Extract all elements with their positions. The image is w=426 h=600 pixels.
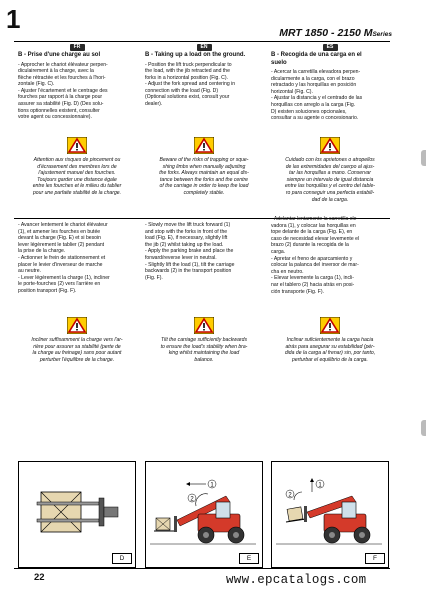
- warning-triangle-icon: [194, 137, 214, 154]
- footer-rule: [14, 568, 390, 569]
- warning-triangle-icon: [67, 317, 87, 334]
- warning-text-es-2: Inclinar suficientemente la carga hacia atrás para asegurar su estabilidad (pér- dida de la carga al frenar) sin, por tanto, perturbar el equilibrio de la carga.: [284, 337, 376, 363]
- callout-f-2: 2: [288, 492, 292, 499]
- instructions-es-1: - Acercar la carretilla elevadora perpen- dicularmente a la carga, con el brazo retractado y las horquillas en posición horizontal (Fig. C). - Ajustar la distancia y el centrado de las horquillas con arreglo a la carga (Fig. D) existen soluciones opcionales, consultar a su agente o concesionario.: [271, 69, 363, 122]
- flag-en: EN: [197, 44, 212, 51]
- instructions-en-1: - Position the lift truck perpendicular to the load, with the jib retracted and the forks in a horizontal position (Fig. C). - Adjust the fork spread and centering in connection with the load (Fig. D) (Optional solutions exist, consult your dealer).: [145, 61, 236, 108]
- fork-spread-diagram: [19, 462, 135, 567]
- figure-f: [271, 461, 389, 568]
- warning-text-fr-2: Incliner suffisamment la charge vers l'ar- rière pour assurer sa stabilité (perte de la charge au freinage) sans pour autant perturber l'équilibre de la charge.: [31, 337, 123, 363]
- warning-fr-2: [18, 317, 136, 363]
- callout-e-2: 2: [190, 496, 194, 503]
- page-number: 1: [6, 4, 21, 34]
- warning-en-1: [145, 137, 263, 197]
- figure-label-e: E: [239, 553, 259, 564]
- truck-approach-diagram: [146, 462, 262, 567]
- truck-lift-diagram: [272, 462, 388, 567]
- instructions-es-2: - Adelantar lentamente la carretilla ele- vadora (1), y colocar las horquillas en tope delante de la carga (Fig. E), en caso de necesidad elevar levemente el brazo (2) durante la recogida de la carga. - Apretar el freno de aparcamiento y colocar la palanca del inversor de mar- cha en neutro. - Elevar levemente la carga (1), incli- nar el tablero (2) hacia atrás en posi- ción transporte (Fig. F).: [271, 216, 360, 295]
- column-fr: [18, 44, 136, 121]
- callout-e-1: 1: [210, 482, 214, 489]
- warning-triangle-icon: [67, 137, 87, 154]
- warning-es-2: [271, 317, 389, 363]
- warning-fr-1: [18, 137, 136, 197]
- section-heading-es: B - Recogida de una carga en el suelo: [271, 52, 362, 66]
- section-heading-fr: B - Prise d'une charge au sol: [18, 52, 101, 58]
- column-es: [271, 44, 389, 122]
- binder-tab: [421, 420, 426, 436]
- model-main: MRT 1850 - 2150 M: [279, 27, 373, 39]
- warning-text-en-1: Beware of the risks of trapping or sque- shing limbs when manually adjusting the forks. Always maintain an equal dis- tance between the forks and the centre of the carriage in order to keep the load completely stable.: [159, 157, 249, 196]
- figure-label-d: D: [112, 553, 132, 564]
- figure-d: [18, 461, 136, 568]
- instructions-en-2: - Slowly move the lift truck forward (1) and stop with the forks in front of the load (Fig. E), if necessary, slightly lift the jib (2) whilst taking up the load. - Apply the parking brake and place the forward/reverse lever in neutral. - Slightly lift the load (1), tilt the carriage backwards (2) in the transport position (Fig. F).: [145, 222, 235, 281]
- warning-triangle-icon: [320, 317, 340, 334]
- section-heading-en: B - Taking up a load on the ground.: [145, 52, 246, 58]
- watermark: www.epcatalogs.com: [226, 573, 367, 587]
- footer-page-number: 22: [34, 572, 45, 583]
- header-rule: [14, 41, 390, 42]
- instructions-fr-2: - Avancer lentement le chariot élévateur (1), et amener les fourches en butée devant la charge (Fig. E) et si besoin lever légèrement le tablier (2) pendant la prise de la charge. - Actionner le frein de stationnement et placer le levier d'inverseur de marche au neutre. - Lever légèrement la charge (1), incliner le porte-fourches (2) vers l'arrière en position transport (Fig. F).: [18, 222, 110, 294]
- model-sub: Series: [372, 31, 392, 38]
- warning-triangle-icon: [194, 317, 214, 334]
- figure-e: [145, 461, 263, 568]
- warning-triangle-icon: [320, 137, 340, 154]
- binder-tab: [421, 150, 426, 166]
- warning-text-es-1: Cuidado con los aprietones o atropellos de las extremidades del cuerpo al ajus- tar las horquillas a mano. Conservar siempre un intervalo de igual distancia entre las horquillas y el centro del table- ro para conseguir una perfecta estabili- dad de la carga.: [284, 157, 376, 203]
- figure-label-f: F: [365, 553, 385, 564]
- flag-fr: FR: [70, 44, 85, 51]
- warning-es-1: [271, 137, 389, 203]
- callout-f-1: 1: [318, 482, 322, 489]
- warning-text-en-2: Tilt the carriage sufficiently backwards to ensure the load's stability when bra- king whilst maintaining the load balance.: [160, 337, 248, 363]
- instructions-fr-1: - Approcher le chariot élévateur perpen- diculairement à la charge, avec la flèche rétractée et les fourches à l'hori- zontale (Fig. C). - Ajuster l'écartement et le centrage des fourches par rapport à la charge pour assurer sa stabilité (Fig. D) (Des solu- tions optionnelles existent, consulter votre agent ou concessionnaire).: [18, 61, 108, 121]
- flag-es: ES: [323, 44, 338, 51]
- warning-text-fr-1: Attention aux risques de pincement ou d'écrasement des membres lors de l'ajustement manuel des fourches. Toujours garder une distance égale entre les fourches et le milieu du tablier pour une parfaite stabilité de la charge.: [32, 157, 122, 196]
- column-en: [145, 44, 263, 108]
- model-title: [279, 27, 392, 39]
- warning-en-2: [145, 317, 263, 363]
